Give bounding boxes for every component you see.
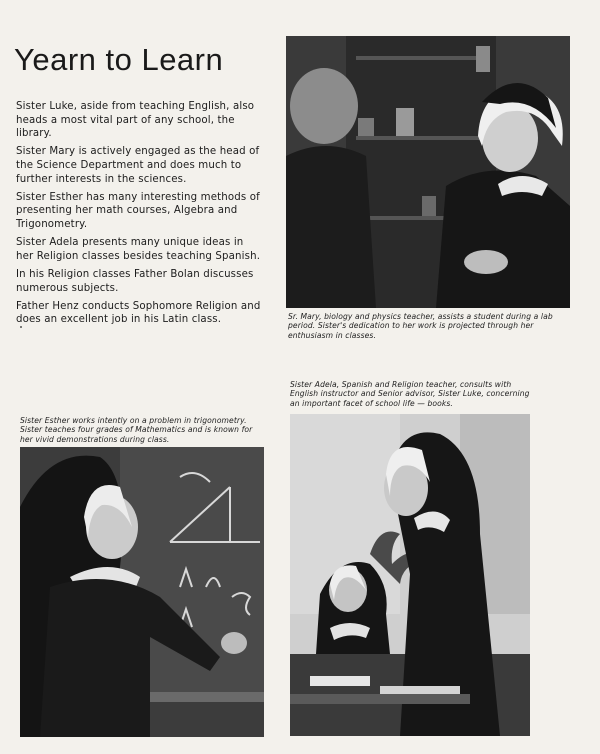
chalkboard-photo-illustration (20, 447, 264, 737)
intro-text (16, 100, 261, 331)
paragraph-sister-luke: Sister Luke, aside from teaching English, also heads a most vital part of any school, the library. (16, 101, 255, 140)
paragraph-sister-esther: Sister Esther has many interesting methods of presenting her math courses, Algebra and Trigonometry. (16, 191, 260, 230)
page-title: Yearn to Learn (14, 42, 224, 77)
library-photo-illustration (290, 414, 530, 736)
paragraph-father-bolan: In his Religion classes Father Bolan discusses numerous subjects. (16, 268, 254, 294)
library-photo-caption: Sister Adela, Spanish and Religion teacher, consults with English instructor and Senior advisor, Sister Luke, concerning an important facet of school life — books. (290, 380, 530, 408)
decorative-dot (20, 326, 22, 328)
chalkboard-photo-caption: Sister Esther works intently on a problem in trigonometry. Sister teaches four grades of Mathematics and is known for her vivid demonstrations during class. (20, 416, 253, 444)
lab-photo (286, 36, 570, 308)
paragraph-sister-mary: Sister Mary is actively engaged as the head of the Science Department and does much to further interests in the sciences. (16, 146, 260, 185)
lab-photo-illustration (286, 36, 570, 308)
paragraph-father-henz: Father Henz conducts Sophomore Religion and does an excellent job in his Latin class. (16, 300, 261, 326)
library-photo (290, 414, 530, 736)
lab-photo-caption: Sr. Mary, biology and physics teacher, assists a student during a lab period. Sister's dedication to her work is projected through her enthusiasm in classes. (288, 312, 553, 340)
paragraph-sister-adela: Sister Adela presents many unique ideas in her Religion classes besides teaching Spanish. (16, 237, 261, 262)
chalkboard-photo (20, 447, 264, 737)
